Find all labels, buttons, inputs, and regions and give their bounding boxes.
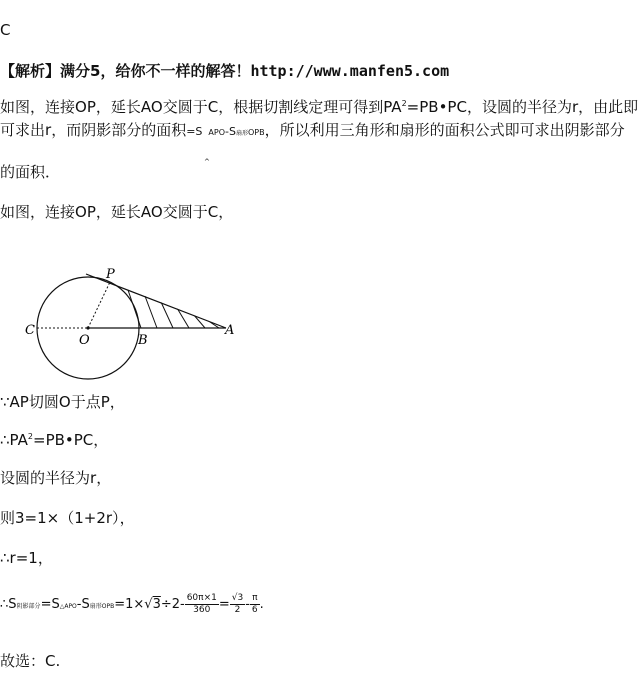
text: ， [96, 469, 112, 487]
therefore-symbol: ∴ [0, 549, 10, 567]
center-dot [86, 326, 89, 329]
text: ， [37, 549, 53, 567]
seg-pa: PA [383, 98, 402, 116]
denominator: 360 [193, 605, 211, 615]
numerator: √3 [231, 593, 244, 603]
header-url[interactable]: http://www.manfen5.com [250, 62, 450, 80]
text: 如图，连接 [0, 203, 76, 221]
solution-step-4 [0, 508, 135, 528]
equals: = [218, 597, 230, 612]
eq-s: =S [40, 597, 60, 612]
solution-line-1 [0, 202, 233, 222]
caret-mark: ^ [204, 158, 210, 166]
label-c: C [25, 323, 35, 338]
header-title: 满分5，给你不一样的解答！ [60, 62, 251, 80]
analysis-line-2 [0, 120, 625, 144]
solution-step-6 [0, 592, 264, 620]
equation: r=1 [9, 549, 38, 567]
subscript-opb: OPB [247, 128, 265, 137]
text: ，延长 [95, 203, 141, 221]
label-a: A [225, 323, 235, 338]
solution-step-3 [0, 468, 111, 488]
bracket-label: 【解析】 [0, 62, 61, 80]
text: ，由此即 [578, 98, 638, 116]
text: 设圆的半径为 [0, 469, 91, 487]
point-c: C [207, 203, 219, 221]
seg-ao: AO [140, 98, 163, 116]
exponent: 2 [27, 432, 33, 441]
final-value: C. [45, 652, 61, 670]
text: 则 [0, 509, 16, 527]
final-label: 故选： [0, 652, 46, 670]
text: 如图，连接 [0, 98, 76, 116]
eq-s: =S [186, 125, 203, 138]
text: 交圆于 [162, 98, 208, 116]
numerator: π [250, 593, 260, 605]
text: ，而阴影部分的面积 [51, 121, 187, 139]
sqrt-value: 3 [152, 597, 161, 612]
circle-o-name: O [58, 393, 71, 411]
equation: =PB•PC [406, 98, 467, 116]
geometry-figure [0, 260, 250, 360]
therefore-symbol: ∴ [0, 431, 10, 449]
seg-ao: AO [140, 203, 163, 221]
solution-step-5 [0, 548, 53, 568]
subscript-shaded: 阴影部分 [16, 603, 41, 610]
seg-op: OP [75, 98, 96, 116]
equation: ÷2- [160, 597, 185, 612]
s-symbol: S [8, 597, 17, 612]
analysis-line-1 [0, 97, 638, 117]
seg-op: OP [75, 203, 96, 221]
denominator: 2 [234, 605, 241, 615]
denominator: 6 [251, 605, 258, 615]
subscript-sector: 扇形OPB [89, 603, 115, 610]
text: ，设圆的半径为 [466, 98, 572, 116]
analysis-line-3: 的面积． [0, 163, 61, 181]
radius-var: r [45, 121, 52, 139]
solution-step-1 [0, 392, 125, 412]
text: ， [119, 509, 135, 527]
equation: =1× [114, 597, 145, 612]
text: ， [93, 431, 109, 449]
solution-step-2 [0, 430, 108, 450]
period: . [259, 597, 264, 612]
label-o: O [79, 333, 90, 348]
tangent-line [86, 274, 226, 328]
equation: 3=1×（1+2r） [15, 509, 120, 527]
equation: =PB•PC [33, 431, 94, 449]
minus: - [245, 597, 250, 612]
exponent: 2 [401, 99, 407, 108]
seg-ap: AP [9, 393, 29, 411]
text: 交圆于 [162, 203, 208, 221]
text: 切圆 [28, 393, 59, 411]
answer-letter: C [0, 21, 11, 39]
label-p: P [106, 267, 115, 282]
label-b: B [138, 333, 148, 348]
text: ， [109, 393, 125, 411]
minus-s: -S [76, 597, 90, 612]
text: ， [218, 203, 234, 221]
segment-op-dotted [88, 282, 110, 328]
analysis-header [0, 61, 449, 81]
fraction-triangle [230, 593, 245, 616]
numerator: 60π×1 [186, 593, 217, 603]
text: ，延长 [95, 98, 141, 116]
therefore-symbol: ∴ [0, 597, 9, 612]
subscript-sector: 扇形 [235, 130, 248, 137]
fraction-pi [250, 593, 260, 616]
point-c: C [207, 98, 219, 116]
text: ，根据切割线定理可得到 [218, 98, 384, 116]
fraction-sector [185, 593, 219, 616]
radius-var: r [90, 469, 97, 487]
sqrt-sign: √ [144, 597, 153, 612]
seg-pa: PA [9, 431, 28, 449]
subscript-triangle: △APO [59, 603, 77, 610]
final-answer [0, 651, 60, 671]
because-symbol: ∵ [0, 393, 10, 411]
text: ，所以利用三角形和扇形的面积公式即可求出阴影部分 [264, 121, 625, 139]
radius-var: r [571, 98, 579, 116]
subscript-apo: APO [208, 128, 225, 137]
text: 可求出 [0, 121, 46, 139]
point-p: P [100, 393, 110, 411]
text: 于点 [70, 393, 101, 411]
minus-s: -S [225, 125, 236, 138]
